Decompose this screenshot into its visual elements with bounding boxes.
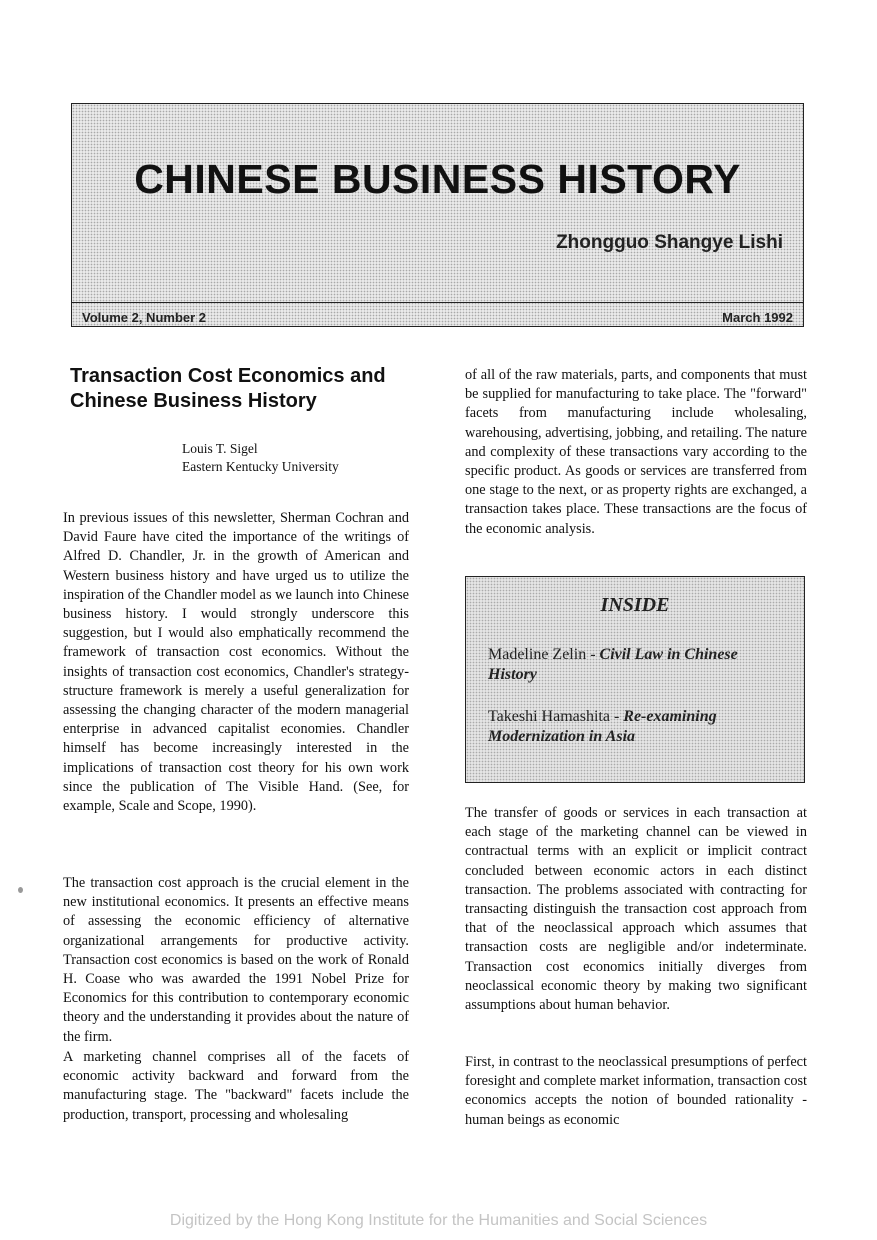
scan-speck [18,887,23,893]
inside-item-author: Takeshi Hamashita - [488,708,620,725]
article-title: Transaction Cost Economics and Chinese Business History [70,365,386,412]
inside-item-topic: Civil Law in Chinese History [488,646,738,683]
inside-item-topic: Re-examining Modernization in Asia [488,708,717,745]
masthead [71,103,804,327]
byline [182,440,339,476]
issue-date: March 1992 [722,310,793,325]
right-paragraph-1: of all of the raw materials, parts, and components that must be supplied for manufacturing to take place. The "forward" facets from manufacturing include wholesaling, warehousing, advertising, jobbing, and retailing. The nature and complexity of these transactions vary according to the specific product. As goods or services are transferred from one stage to the next, or as property rights are exchanged, a transaction takes place. These transactions are the focus of the economic analysis. [465,367,807,537]
left-paragraph-2: The transaction cost approach is the crucial element in the new institutional economics. It presents an effective means of assessing the economic efficiency of alternative organizational arrangements for productive activity. Transaction cost economics is based on the work of Ronald H. Coase who was awarded the 1991 Nobel Prize for Economics for this contribution to contemporary economic theory and the understanding it provides about the nature of the firm. [63,875,409,1045]
author-affiliation: Eastern Kentucky University [182,459,339,474]
right-paragraph-2: The transfer of goods or services in each transaction at each stage of the marketing channel can be viewed in contractual terms with an explicit or implicit contract concluded between economic actors in each distinct transaction. The problems associated with contracting for transacting distinguish the transaction cost approach from that of the neoclassical approach which assumes that transaction costs are negligible and/or indeterminate. Transaction cost economics initially diverges from neoclassical economic theory by making two significant assumptions about human behavior. [465,805,807,1014]
inside-item-author: Madeline Zelin - [488,646,596,663]
left-paragraph-3: A marketing channel comprises all of the facets of economic activity backward and forward from the manufacturing stage. The "backward" facets include the production, transport, processing and wholesaling [63,1049,409,1123]
author-name: Louis T. Sigel [182,441,258,456]
right-paragraph-3: First, in contrast to the neoclassical presumptions of perfect foresight and complete market information, transaction cost economics accepts the notion of bounded rationality - human beings as economic [465,1054,807,1128]
inside-item[interactable] [488,645,788,685]
inside-item[interactable] [488,707,788,747]
issue-volume: Volume 2, Number 2 [82,310,207,325]
inside-box [465,576,805,783]
newsletter-subtitle: Zhongguo Shangye Lishi [556,232,783,253]
inside-box-title: INSIDE [600,594,670,616]
left-paragraph-1: In previous issues of this newsletter, Sherman Cochran and David Faure have cited the importance of the writings of Alfred D. Chandler, Jr. in the growth of American and Western business history and have urged us to utilize the inspiration of the Chandler model as we launch into Chinese business history. I would strongly underscore this suggestion, but I would also emphatically recommend the framework of transaction cost economics. Without the insights of transaction cost economics, Chandler's strategy-structure framework is merely a useful generalization for assessing the changing character of the modern managerial enterprise in advanced capitalist economies. Chandler himself has become increasingly interested in the implications of transaction cost theory for his own work since the publication of The Visible Hand. (See, for example, Scale and Scope, 1990). [63,510,409,815]
digitization-footer: Digitized by the Hong Kong Institute for the Humanities and Social Sciences [169,1212,708,1229]
masthead-divider [72,302,803,303]
newsletter-title: CHINESE BUSINESS HISTORY [134,156,741,202]
